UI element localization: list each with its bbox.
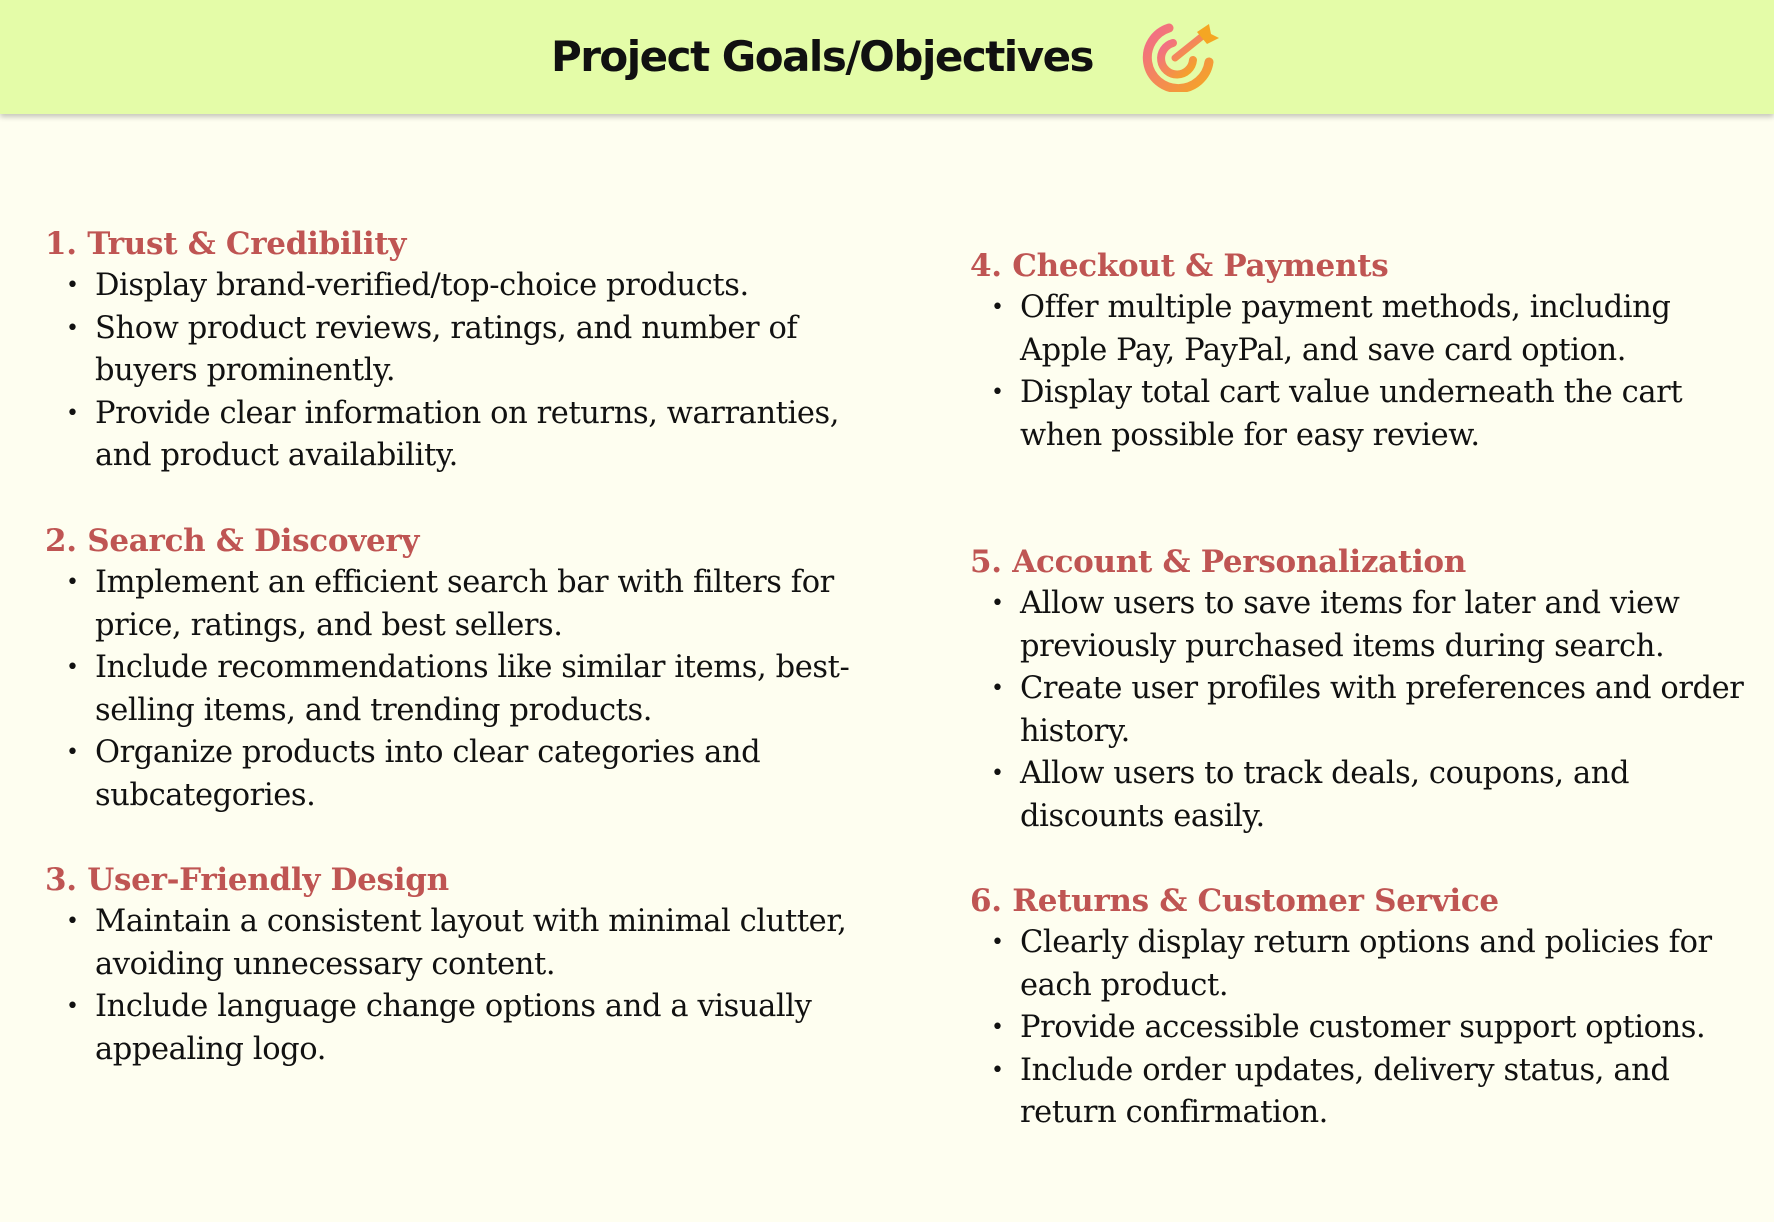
list-item: • Provide clear information on returns, warranties, and product availability. — [95, 393, 885, 478]
list-item: • Maintain a consistent layout with minimal clutter, avoiding unnecessary content. — [95, 901, 885, 986]
list-item: • Organize products into clear categories and subcategories. — [95, 732, 885, 817]
section-heading: 6. Returns & Customer Service — [970, 883, 1499, 919]
list-item: • Display total cart value underneath the cart when possible for easy review. — [1020, 372, 1750, 457]
list-item: • Include recommendations like similar items, best-selling items, and trending products. — [95, 647, 885, 732]
bullet-list — [970, 583, 1750, 838]
bullet-list — [45, 562, 885, 817]
list-item: • Implement an efficient search bar with filters for price, ratings, and best sellers. — [95, 562, 885, 647]
target-arrow-icon — [1131, 22, 1223, 92]
list-item: • Clearly display return options and policies for each product. — [1020, 922, 1750, 1007]
list-item: • Allow users to save items for later and view previously purchased items during search. — [1020, 583, 1750, 668]
list-item: • Display brand-verified/top-choice products. — [95, 265, 885, 308]
page-title: Project Goals/Objectives — [550, 31, 1094, 81]
section-user-friendly-design — [45, 859, 885, 1071]
bullet-list — [45, 265, 885, 478]
section-heading: 5. Account & Personalization — [970, 544, 1467, 580]
section-search-discovery — [45, 520, 885, 817]
bullet-list — [45, 901, 885, 1071]
bullet-list — [970, 287, 1750, 457]
section-heading: 2. Search & Discovery — [45, 523, 420, 559]
list-item: • Allow users to track deals, coupons, and discounts easily. — [1020, 753, 1750, 838]
section-returns-customer-service — [970, 880, 1750, 1135]
header-bar — [0, 0, 1774, 114]
section-heading: 3. User-Friendly Design — [45, 862, 449, 898]
section-trust-credibility — [45, 223, 885, 478]
list-item: • Offer multiple payment methods, including Apple Pay, PayPal, and save card option. — [1020, 287, 1750, 372]
section-heading: 4. Checkout & Payments — [970, 248, 1389, 284]
list-item: • Show product reviews, ratings, and number of buyers prominently. — [95, 308, 885, 393]
list-item: • Provide accessible customer support options. — [1020, 1007, 1750, 1050]
section-checkout-payments — [970, 245, 1750, 457]
list-item: • Create user profiles with preferences and order history. — [1020, 668, 1750, 753]
section-account-personalization — [970, 541, 1750, 838]
list-item: • Include language change options and a visually appealing logo. — [95, 986, 885, 1071]
list-item: • Include order updates, delivery status, and return confirmation. — [1020, 1050, 1750, 1135]
section-heading: 1. Trust & Credibility — [45, 226, 407, 262]
bullet-list — [970, 922, 1750, 1135]
